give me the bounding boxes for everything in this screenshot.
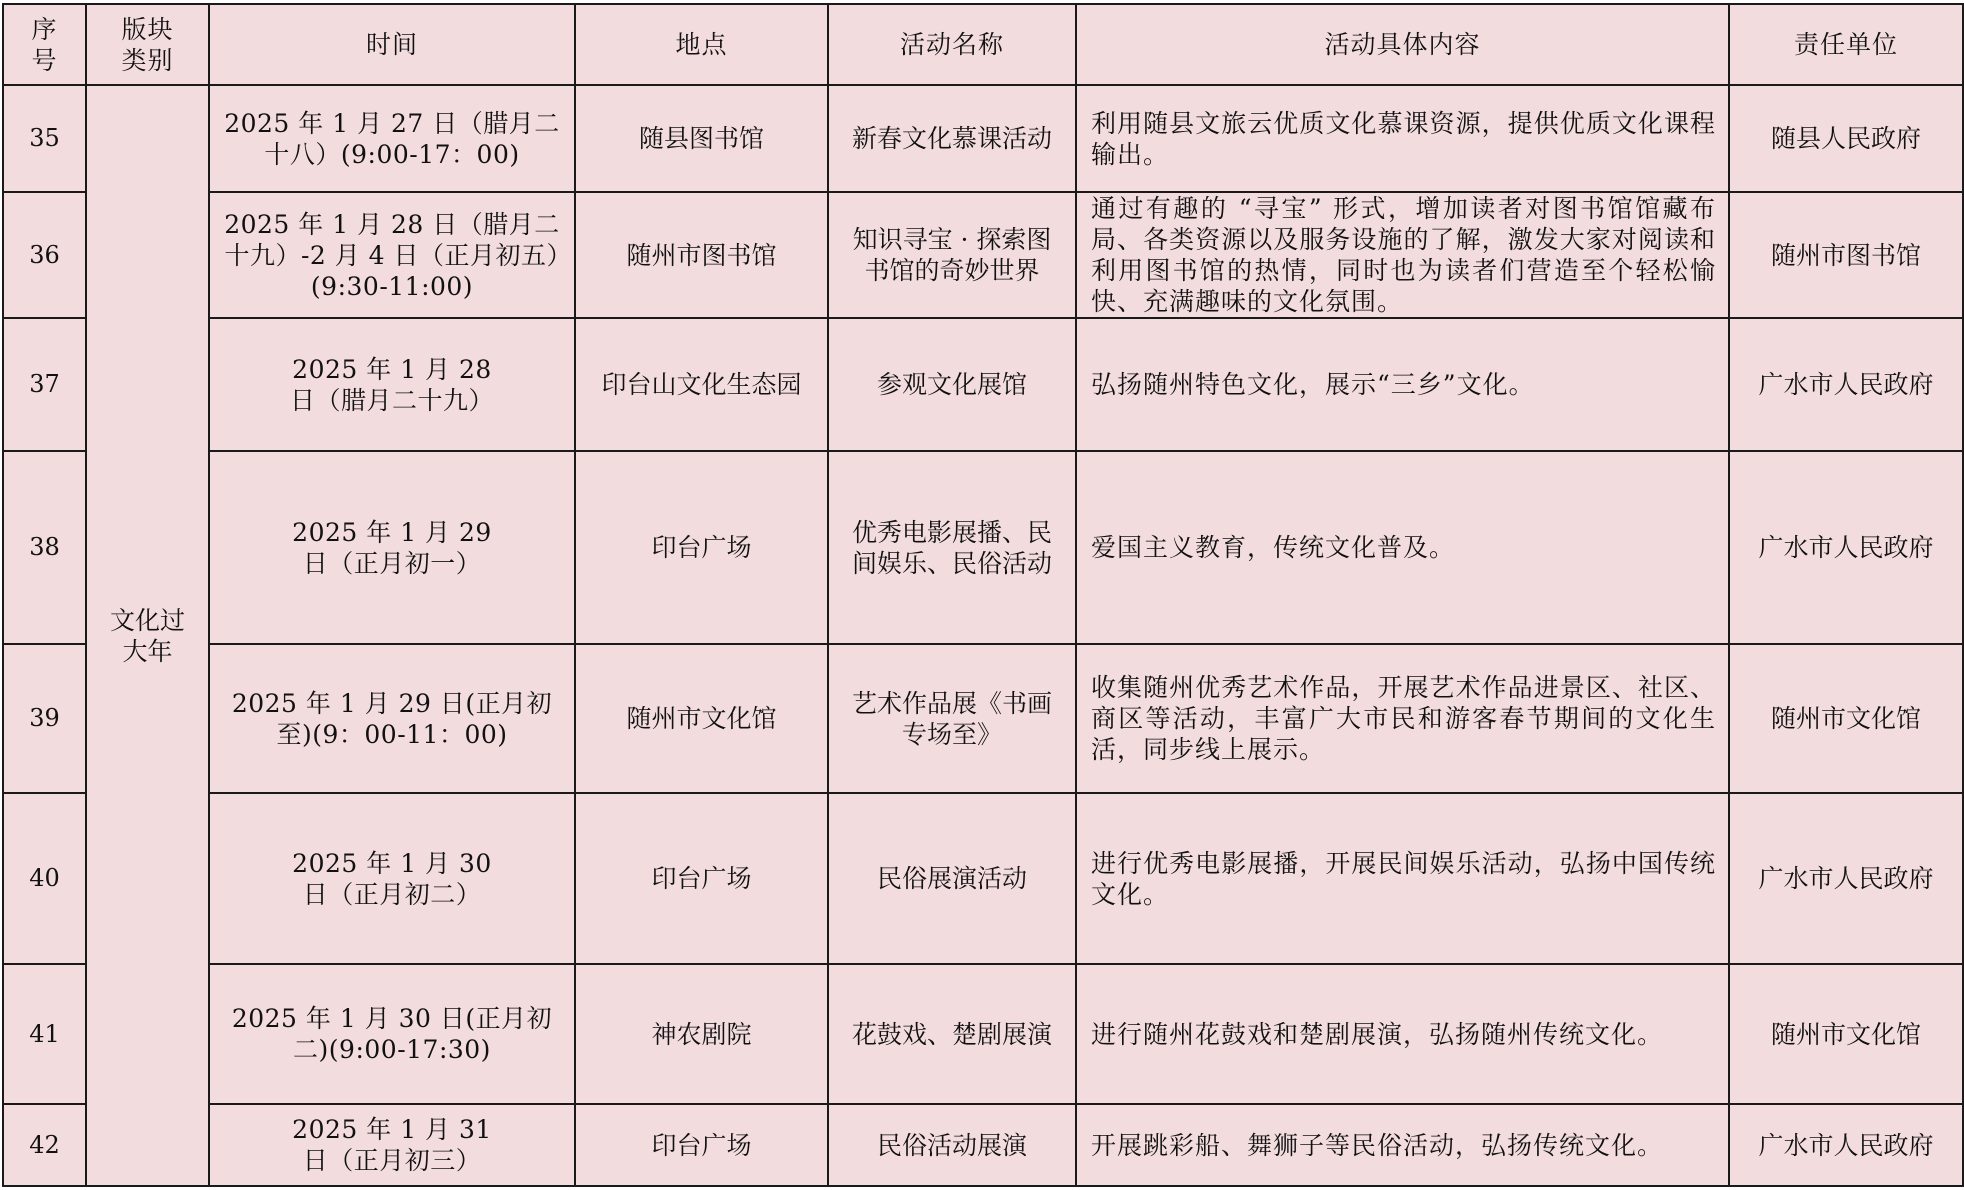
row-seq: 38: [3, 451, 86, 644]
row-seq: 36: [3, 192, 86, 318]
row-seq: 37: [3, 318, 86, 451]
row-time: 2025 年 1 月 29 日（正月初一）: [209, 451, 575, 644]
row-content: 利用随县文旅云优质文化慕课资源，提供优质文化课程输出。: [1076, 85, 1729, 192]
row-content: 爱国主义教育，传统文化普及。: [1076, 451, 1729, 644]
row-unit: 随州市文化馆: [1729, 964, 1963, 1104]
row-activity: 民俗展演活动: [828, 793, 1076, 964]
table-row: [3, 318, 1963, 451]
row-unit: 广水市人民政府: [1729, 318, 1963, 451]
row-seq: 41: [3, 964, 86, 1104]
row-time: 2025 年 1 月 30 日（正月初二）: [209, 793, 575, 964]
row-unit: 随州市图书馆: [1729, 192, 1963, 318]
row-unit: 广水市人民政府: [1729, 793, 1963, 964]
table-row: [3, 793, 1963, 964]
category-cell: 文化过大年: [86, 85, 209, 1186]
header-content: 活动具体内容: [1076, 4, 1729, 85]
table-row: [3, 964, 1963, 1104]
row-activity: 艺术作品展《书画专场至》: [828, 644, 1076, 793]
header-category: 版块类别: [86, 4, 209, 85]
table-row: [3, 85, 1963, 192]
row-content: 进行随州花鼓戏和楚剧展演，弘扬随州传统文化。: [1076, 964, 1729, 1104]
row-seq: 42: [3, 1104, 86, 1186]
row-location: 随州市图书馆: [575, 192, 828, 318]
row-activity: 优秀电影展播、民间娱乐、民俗活动: [828, 451, 1076, 644]
row-location: 神农剧院: [575, 964, 828, 1104]
table-row: [3, 1104, 1963, 1186]
header-time: 时间: [209, 4, 575, 85]
row-location: 印台广场: [575, 451, 828, 644]
row-unit: 广水市人民政府: [1729, 451, 1963, 644]
row-seq: 39: [3, 644, 86, 793]
row-content: 收集随州优秀艺术作品，开展艺术作品进景区、社区、商区等活动，丰富广大市民和游客春节期间的文化生活，同步线上展示。: [1076, 644, 1729, 793]
activity-schedule-table: [2, 3, 1964, 1187]
table-row: [3, 192, 1963, 318]
table-row: [3, 644, 1963, 793]
row-seq: 35: [3, 85, 86, 192]
header-seq: 序号: [3, 4, 86, 85]
row-time: 2025 年 1 月 28 日（腊月二十九）-2 月 4 日（正月初五）(9:30-11:00): [209, 192, 575, 318]
row-location: 印台山文化生态园: [575, 318, 828, 451]
header-activity: 活动名称: [828, 4, 1076, 85]
row-content: 通过有趣的 “寻宝” 形式，增加读者对图书馆馆藏布局、各类资源以及服务设施的了解，激发大家对阅读和利用图书馆的热情，同时也为读者们营造至个轻松愉快、充满趣味的文化氛围。: [1076, 192, 1729, 318]
row-unit: 随州市文化馆: [1729, 644, 1963, 793]
row-time: 2025 年 1 月 28 日（腊月二十九）: [209, 318, 575, 451]
row-activity: 民俗活动展演: [828, 1104, 1076, 1186]
row-activity: 新春文化慕课活动: [828, 85, 1076, 192]
row-seq: 40: [3, 793, 86, 964]
header-unit: 责任单位: [1729, 4, 1963, 85]
row-content: 开展跳彩船、舞狮子等民俗活动，弘扬传统文化。: [1076, 1104, 1729, 1186]
row-activity: 知识寻宝 · 探索图书馆的奇妙世界: [828, 192, 1076, 318]
row-activity: 参观文化展馆: [828, 318, 1076, 451]
row-unit: 随县人民政府: [1729, 85, 1963, 192]
row-location: 随县图书馆: [575, 85, 828, 192]
table-row: [3, 451, 1963, 644]
row-location: 印台广场: [575, 793, 828, 964]
row-location: 印台广场: [575, 1104, 828, 1186]
row-time: 2025 年 1 月 31 日（正月初三）: [209, 1104, 575, 1186]
row-content: 进行优秀电影展播，开展民间娱乐活动，弘扬中国传统文化。: [1076, 793, 1729, 964]
row-time: 2025 年 1 月 27 日（腊月二十八）(9:00-17：00): [209, 85, 575, 192]
row-activity: 花鼓戏、楚剧展演: [828, 964, 1076, 1104]
row-content: 弘扬随州特色文化，展示“三乡”文化。: [1076, 318, 1729, 451]
header-location: 地点: [575, 4, 828, 85]
header-row: [3, 4, 1963, 85]
row-unit: 广水市人民政府: [1729, 1104, 1963, 1186]
row-time: 2025 年 1 月 30 日(正月初二)(9:00-17:30): [209, 964, 575, 1104]
row-time: 2025 年 1 月 29 日(正月初至)(9：00-11：00): [209, 644, 575, 793]
row-location: 随州市文化馆: [575, 644, 828, 793]
